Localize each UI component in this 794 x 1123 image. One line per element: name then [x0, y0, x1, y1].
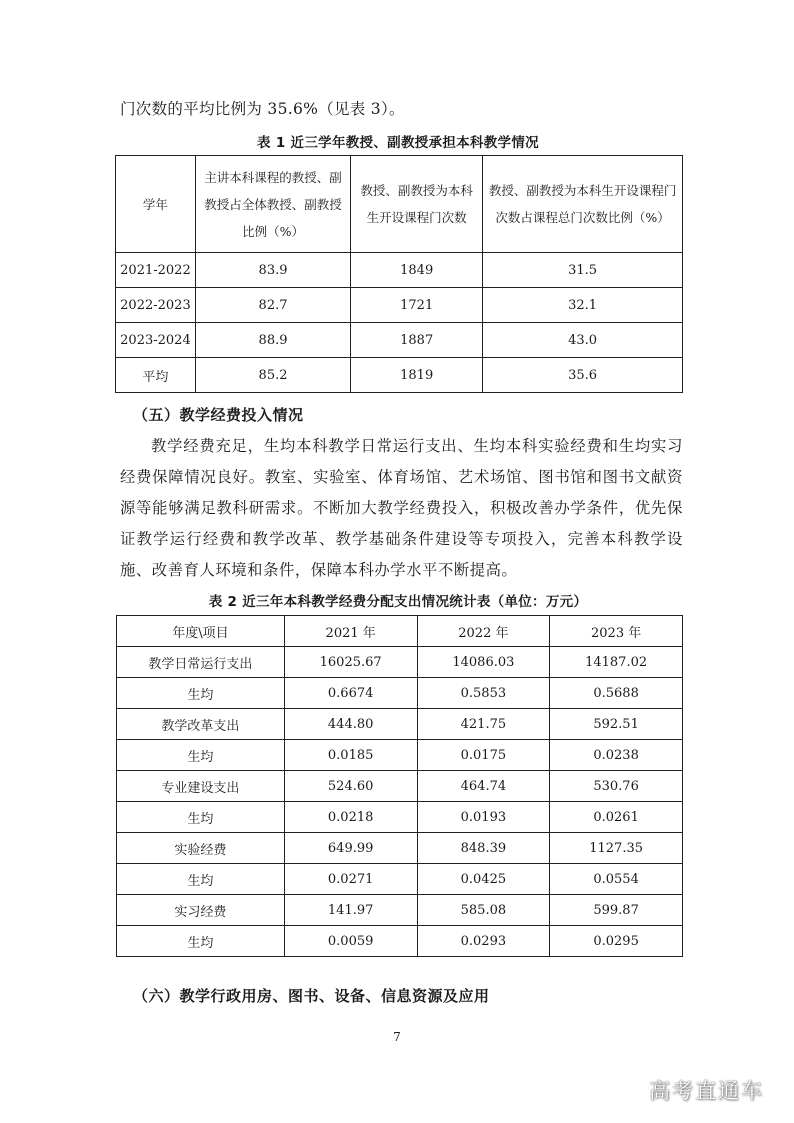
- table-cell: 524.60: [284, 771, 417, 802]
- table-row: [117, 833, 683, 864]
- table2-header-cell: 年度\项目: [117, 616, 285, 647]
- watermark: 高考直通车: [649, 1079, 764, 1103]
- table-cell: 0.0425: [417, 864, 550, 895]
- table-cell: 实验经费: [117, 833, 285, 864]
- table-cell: 421.75: [417, 709, 550, 740]
- table-cell: 平均: [116, 358, 196, 393]
- table-row: [117, 647, 683, 678]
- table-cell: 专业建设支出: [117, 771, 285, 802]
- table-cell: 生均: [117, 740, 285, 771]
- table-cell: 生均: [117, 678, 285, 709]
- table2-header-row: [117, 616, 683, 647]
- page-number: 7: [393, 1030, 401, 1044]
- section5-heading: （五）教学经费投入情况: [133, 406, 304, 424]
- table1-header-cell: 学年: [116, 156, 196, 253]
- table-cell: 530.76: [550, 771, 683, 802]
- table-cell: 0.5853: [417, 678, 550, 709]
- table-cell: 35.6: [483, 358, 683, 393]
- table-cell: 0.0218: [284, 802, 417, 833]
- table-cell: 82.7: [195, 288, 350, 323]
- table-cell: 实习经费: [117, 895, 285, 926]
- table-row: [116, 288, 683, 323]
- table-cell: 83.9: [195, 253, 350, 288]
- table2: [116, 615, 683, 957]
- table1-header-cell: 教授、副教授为本科生开设课程门次数: [351, 156, 483, 253]
- table-row: [117, 709, 683, 740]
- table-cell: 1849: [351, 253, 483, 288]
- table1-caption: 表 1 近三学年教授、副教授承担本科教学情况: [257, 135, 539, 151]
- table-cell: 1887: [351, 323, 483, 358]
- table2-caption: 表 2 近三年本科教学经费分配支出情况统计表（单位：万元）: [208, 594, 588, 610]
- table-row: [117, 678, 683, 709]
- table-cell: 2022-2023: [116, 288, 196, 323]
- table-cell: 1819: [351, 358, 483, 393]
- table-row: [116, 323, 683, 358]
- table-cell: 生均: [117, 864, 285, 895]
- table2-header-cell: 2022 年: [417, 616, 550, 647]
- table-cell: 生均: [117, 802, 285, 833]
- table-cell: 848.39: [417, 833, 550, 864]
- table-cell: 16025.67: [284, 647, 417, 678]
- table1: [115, 155, 683, 393]
- table-row: [117, 895, 683, 926]
- table-cell: 88.9: [195, 323, 350, 358]
- table-row: [117, 740, 683, 771]
- section5-paragraph: 教学经费充足，生均本科教学日常运行支出、生均本科实验经费和生均实习经费保障情况良好。教室、实验室、体育场馆、艺术场馆、图书馆和图书文献资源等能够满足教科研需求。不断加大教学经费投入，积极改善办学条件，优先保证教学运行经费和教学改革、教学基础条件建设等专项投入，完善本科教学设施、改善育人环境和条件，保障本科办学水平不断提高。: [120, 437, 683, 579]
- table-cell: 0.6674: [284, 678, 417, 709]
- table-cell: 43.0: [483, 323, 683, 358]
- table-cell: 2021-2022: [116, 253, 196, 288]
- table-cell: 85.2: [195, 358, 350, 393]
- table-cell: 0.0293: [417, 926, 550, 957]
- table-cell: 649.99: [284, 833, 417, 864]
- table-cell: 教学日常运行支出: [117, 647, 285, 678]
- table-cell: 教学改革支出: [117, 709, 285, 740]
- section6-heading: （六）教学行政用房、图书、设备、信息资源及应用: [133, 987, 490, 1005]
- intro-line: 门次数的平均比例为 35.6%（见表 3）。: [120, 100, 405, 118]
- table-cell: 0.0059: [284, 926, 417, 957]
- table-cell: 464.74: [417, 771, 550, 802]
- table-cell: 141.97: [284, 895, 417, 926]
- table-cell: 生均: [117, 926, 285, 957]
- table-row: [117, 864, 683, 895]
- table1-header-cell: 教授、副教授为本科生开设课程门次数占课程总门次数比例（%）: [483, 156, 683, 253]
- table-cell: 14086.03: [417, 647, 550, 678]
- table-cell: 0.0193: [417, 802, 550, 833]
- table-cell: 592.51: [550, 709, 683, 740]
- table-cell: 0.5688: [550, 678, 683, 709]
- table-cell: 2023-2024: [116, 323, 196, 358]
- table1-header-row: [116, 156, 683, 253]
- table-row: [117, 771, 683, 802]
- table-row: [116, 253, 683, 288]
- table-cell: 1721: [351, 288, 483, 323]
- table-row: [117, 802, 683, 833]
- table-cell: 0.0295: [550, 926, 683, 957]
- table2-header-cell: 2021 年: [284, 616, 417, 647]
- table-cell: 0.0185: [284, 740, 417, 771]
- table-cell: 31.5: [483, 253, 683, 288]
- table-cell: 599.87: [550, 895, 683, 926]
- table-cell: 14187.02: [550, 647, 683, 678]
- table1-header-cell: 主讲本科课程的教授、副教授占全体教授、副教授比例（%）: [195, 156, 350, 253]
- table-cell: 0.0554: [550, 864, 683, 895]
- table-cell: 444.80: [284, 709, 417, 740]
- table2-header-cell: 2023 年: [550, 616, 683, 647]
- table-cell: 0.0238: [550, 740, 683, 771]
- table-cell: 0.0261: [550, 802, 683, 833]
- table-cell: 1127.35: [550, 833, 683, 864]
- table-row: [116, 358, 683, 393]
- table-cell: 0.0271: [284, 864, 417, 895]
- table-cell: 585.08: [417, 895, 550, 926]
- table-cell: 32.1: [483, 288, 683, 323]
- table-row: [117, 926, 683, 957]
- table-cell: 0.0175: [417, 740, 550, 771]
